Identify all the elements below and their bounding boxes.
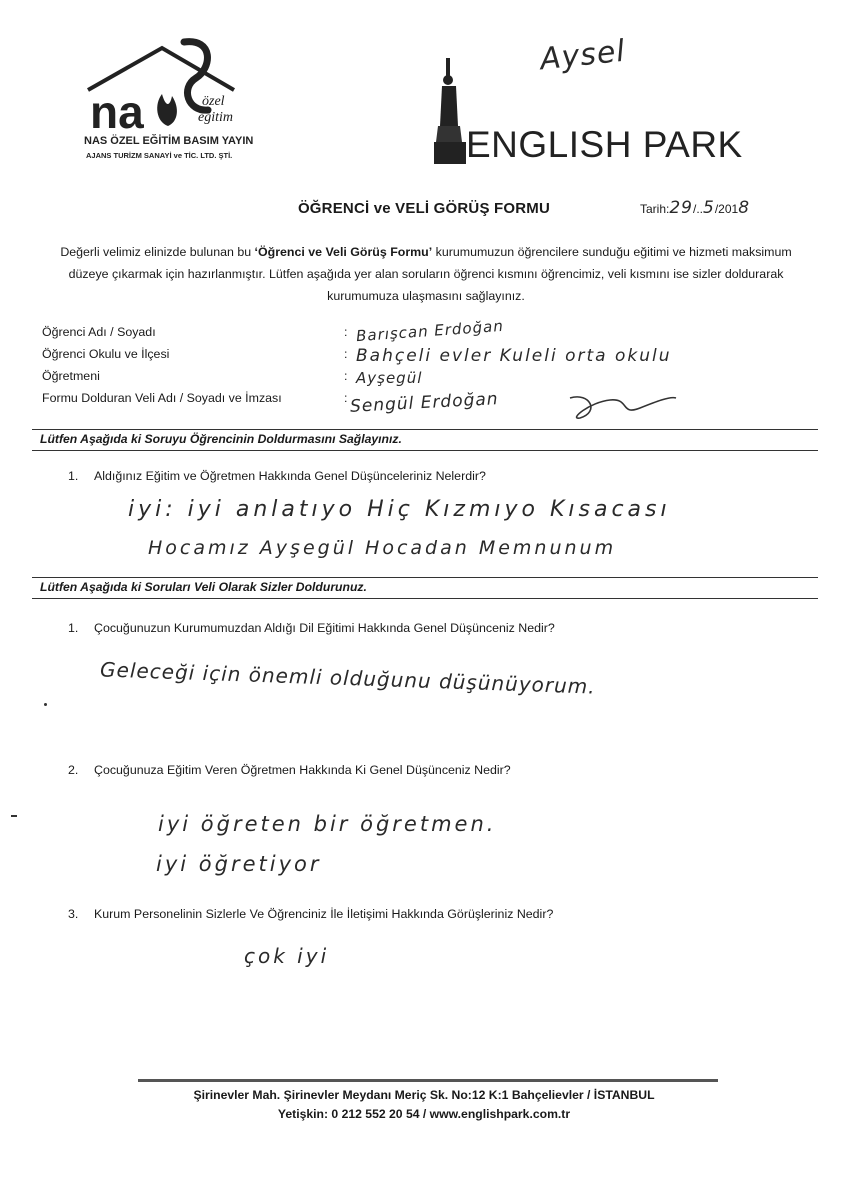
form-title: ÖĞRENCİ ve VELİ GÖRÜŞ FORMU [297,200,551,217]
parent-answer-2-line2: iyi öğretiyor [156,852,322,876]
parent-answer-2-line1: iyi öğreten bir öğretmen. [158,812,497,836]
date-label: Tarih: [640,202,670,216]
parent-answer-3-line1: çok iyi [244,944,330,968]
intro-form-name: ‘Öğrenci ve Veli Görüş Formu’ [254,245,433,259]
parent-answer-1-line1: Geleceği için önemli olduğunu düşünüyorum. [99,657,597,699]
banner-student-section [32,429,818,451]
stray-mark [44,703,47,706]
english-park-wordmark: ENGLISH PARK [466,124,743,165]
banner-parent-text: Lütfen Aşağıda ki Soruları Veli Olarak Sizler Doldurunuz. [40,580,367,594]
parent-question-3-number: 3. [68,907,79,921]
intro-text-2: kurumumuzun öğrencilere sunduğu eğitimi ve hizmeti maksimum düzeye çıkarmak için hazırlanmıştır. Lütfen aşağıda yer alan soruların öğrenci kısmını öğrencimiz, veli kısmını ise sizler doldurarak kurumumuza ulaşmasını sağlayınız. [68,245,792,303]
svg-text:na: na [90,86,144,133]
parent-question-2: Çocuğunuza Eğitim Veren Öğretmen Hakkında Ki Genel Düşünceniz Nedir? [94,763,511,777]
parent-signature-scribble [560,388,680,424]
parent-question-1-number: 1. [68,621,79,635]
intro-text-1: Değerli velimiz elinizde bulunan bu [60,245,255,259]
student-question: Aldığınız Eğitim ve Öğretmen Hakkında Genel Düşünceleriniz Nelerdir? [94,469,486,483]
footer-rule [138,1079,718,1082]
intro-paragraph [42,241,810,307]
nas-company-line2: AJANS TURİZM SANAYİ ve TİC. LTD. ŞTİ. [86,151,233,160]
field-label-school: Öğrenci Okulu ve İlçesi [42,347,170,361]
field-label-parent: Formu Dolduran Veli Adı / Soyadı ve İmzası [42,391,282,405]
student-question-number: 1. [68,469,79,483]
field-label-teacher: Öğretmeni [42,369,100,383]
date-line: Tarih:29/..5/2018 [640,198,751,218]
footer-address: Şirinevler Mah. Şirinevler Meydanı Meriç Sk. No:12 K:1 Bahçelievler / İSTANBUL [193,1088,655,1102]
field-colon: : [344,347,348,361]
student-answer-line1: iyi: iyi anlatıyo Hiç Kızmıyo Kısacası [128,497,671,522]
date-year-suffix: 8 [738,198,751,218]
parent-question-1: Çocuğunuzun Kurumumuzdan Aldığı Dil Eğitimi Hakkında Genel Düşünceniz Nedir? [94,621,555,635]
field-colon: : [344,391,348,405]
field-colon: : [344,369,348,383]
nas-logo [84,38,254,168]
date-year-prefix: /201 [714,202,739,216]
field-colon: : [344,325,348,339]
date-day: 29 [669,198,693,218]
english-park-logo [432,56,782,176]
field-value-parent-signature: Sengül Erdoğan [349,389,500,417]
field-value-school: Bahçeli evler Kuleli orta okulu [356,346,672,366]
handwritten-name-top: Aysel [538,33,628,78]
footer-contact: Yetişkin: 0 212 552 20 54 / www.englishpark.com.tr [277,1107,571,1121]
field-label-student-name: Öğrenci Adı / Soyadı [42,325,156,339]
nas-logo-egitim: eğitim [198,110,233,125]
banner-parent-section [32,577,818,599]
stray-mark [11,815,17,817]
banner-student-text: Lütfen Aşağıda ki Soruyu Öğrencinin Doldurmasını Sağlayınız. [40,432,402,446]
field-value-student-name: Barışcan Erdoğan [355,316,505,346]
date-month: 5 [703,198,715,218]
nas-company-line1: NAS ÖZEL EĞİTİM BASIM YAYIN [84,135,254,147]
field-value-teacher: Ayşegül [356,369,423,387]
nas-logo-ozel: özel [202,94,225,109]
parent-question-2-number: 2. [68,763,79,777]
student-answer-line2: Hocamız Ayşegül Hocadan Memnunum [148,537,617,559]
parent-question-3: Kurum Personelinin Sizlerle Ve Öğrenciniz İle İletişimi Hakkında Görüşleriniz Nedir? [94,907,554,921]
